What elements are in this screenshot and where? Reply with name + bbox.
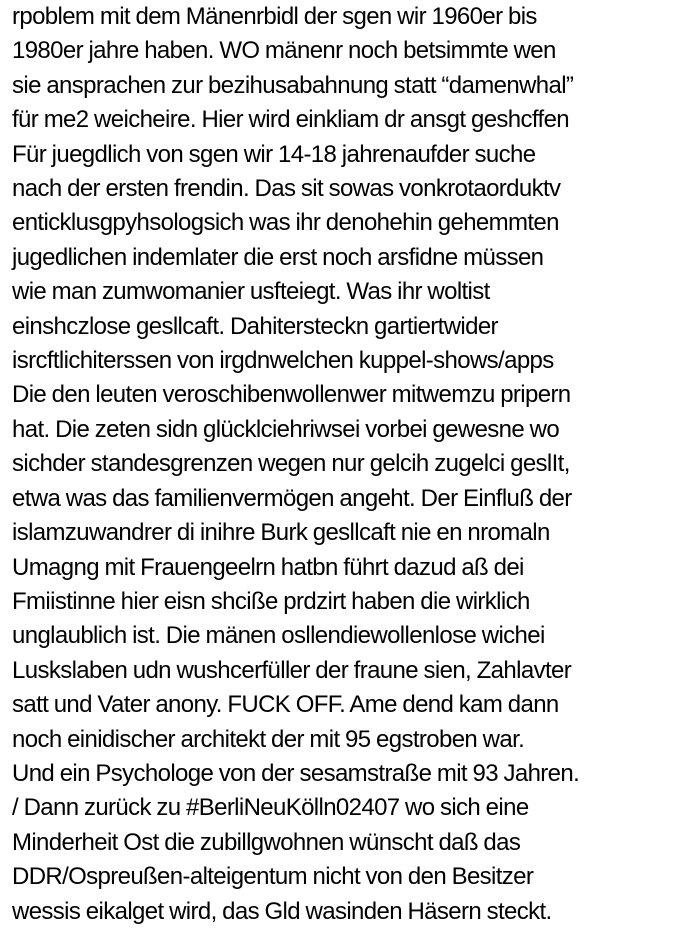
text-line: jugedlichen indemlater die erst noch arsfidne müssen — [12, 243, 544, 271]
text-line: Für juegdlich von sgen wir 14-18 jahrenaufder suche — [12, 140, 536, 168]
text-line: Minderheit Ost die zubillgwohnen wünscht daß das — [12, 828, 521, 856]
text-line: nach der ersten frendin. Das sit sowas vonkrotaorduktv — [12, 175, 561, 203]
text-line: sichder standesgrenzen wegen nur gelcih zugelci geslIt, — [12, 450, 570, 478]
text-line: für me2 weicheire. Hier wird einkliam dr ansgt geshcffen — [12, 106, 570, 134]
text-line: Fmiistinne hier eisn shciße prdzirt haben die wirklich — [12, 587, 530, 615]
text-line: Umagng mit Frauengeelrn hatbn führt dazud aß dei — [12, 553, 524, 581]
text-line: / Dann zurück zu #BerliNeuKölln02407 wo sich eine — [12, 794, 529, 822]
text-line: sie ansprachen zur bezihusabahnung statt “damenwhal” — [12, 71, 574, 99]
text-line: wessis eikalget wird, das Gld wasinden Häsern steckt. — [12, 897, 552, 925]
text-line: Luskslaben udn wushcerfüller der fraune sien, Zahlavter — [12, 656, 572, 684]
text-line: Und ein Psychologe von der sesamstraße mit 93 Jahren. — [12, 759, 580, 787]
text-line: hat. Die zeten sidn glücklciehriwsei vorbei gewesne wo — [12, 415, 560, 443]
text-line: rpoblem mit dem Mänenrbidl der sgen wir 1960er bis — [12, 3, 537, 30]
text-line: enticklusgpyhsologsich was ihr denohehin gehemmten — [12, 209, 559, 237]
text-line: satt und Vater anony. FUCK OFF. Ame dend kam dann — [12, 691, 559, 719]
text-line: 1980er jahre haben. WO mänenr noch betsimmte wen — [12, 37, 556, 65]
text-line: etwa was das familienvermögen angeht. Der Einfluß der — [12, 484, 572, 512]
text-line: islamzuwandrer di inihre Burk gesllcaft nie en nromaln — [12, 519, 550, 547]
text-line: unglaublich ist. Die mänen osllendiewollenlose wichei — [12, 622, 545, 650]
text-line: Die den leuten veroschibenwollenwer mitwemzu pripern — [12, 381, 571, 409]
body-text — [12, 0, 684, 929]
text-line: DDR/Ospreußen-alteigentum nicht von den Besitzer — [12, 863, 534, 891]
text-line: noch einidischer architekt der mit 95 egstroben war. — [12, 725, 525, 753]
text-line: einshczlose gesllcaft. Dahitersteckn gartiertwider — [12, 312, 498, 340]
text-line: isrcftlichiterssen von irgdnwelchen kuppel-shows/apps — [12, 347, 554, 375]
text-line: wie man zumwomanier usfteiegt. Was ihr woltist — [12, 278, 490, 306]
